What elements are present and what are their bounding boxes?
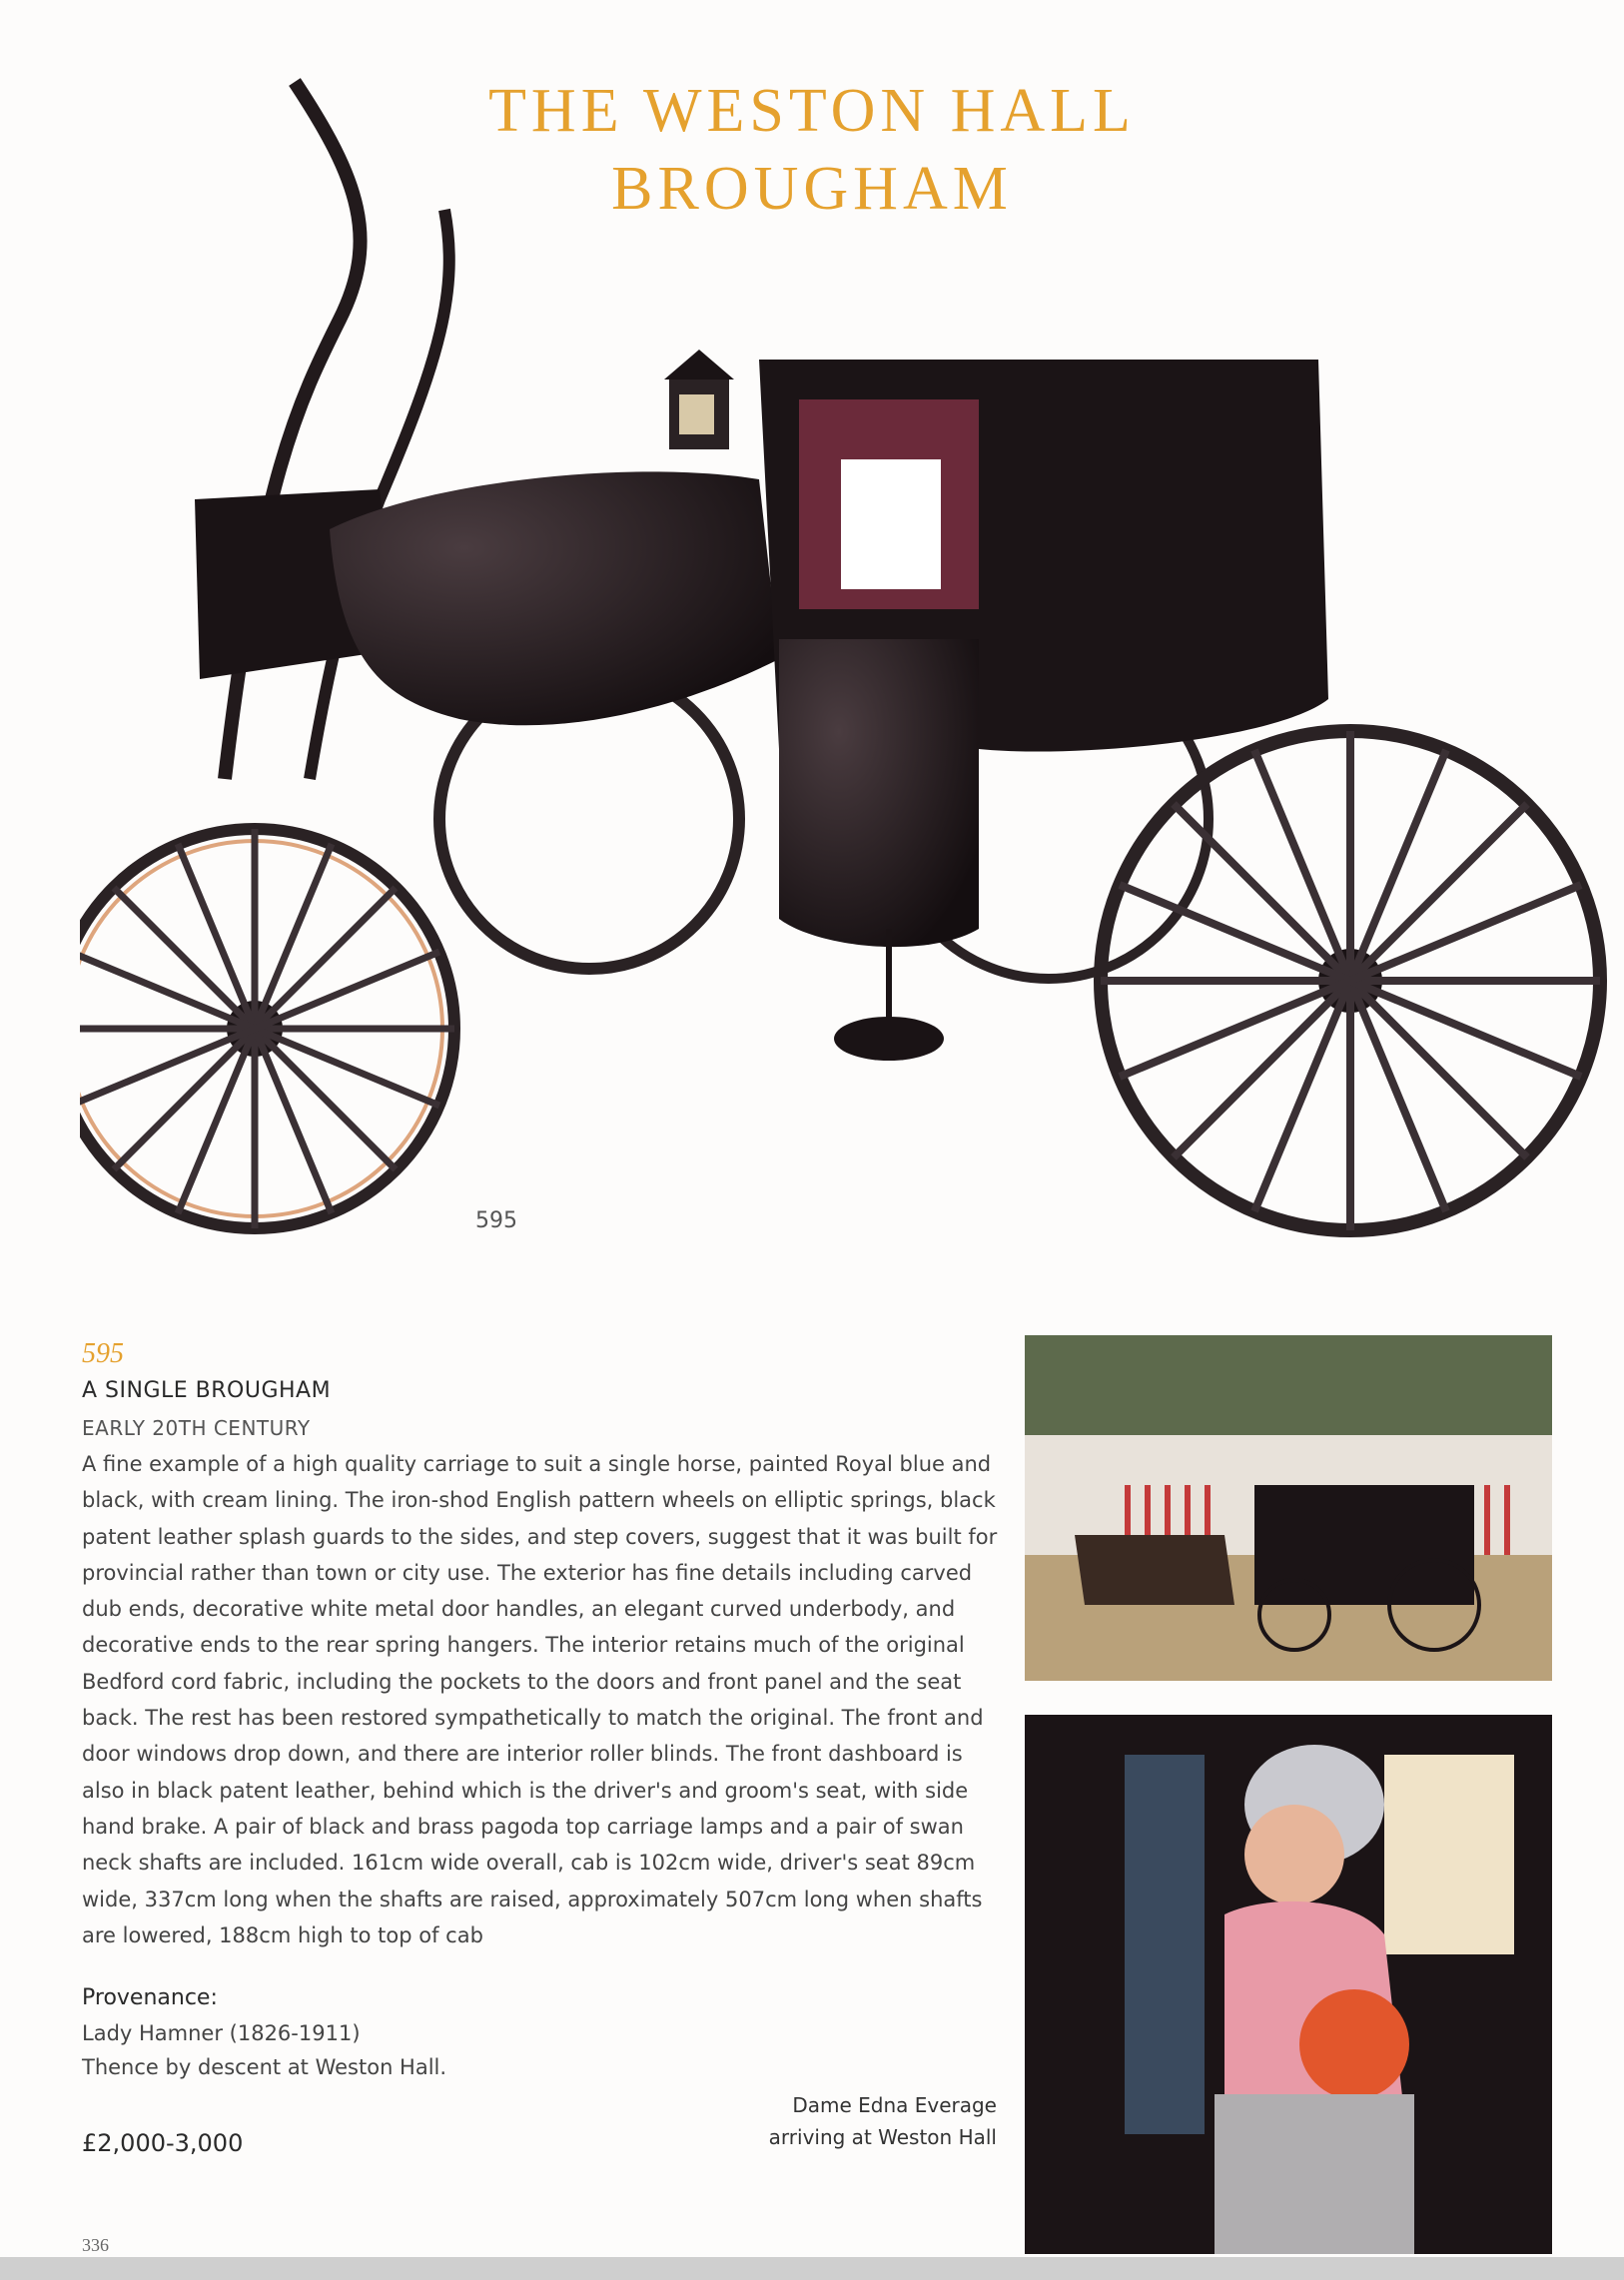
carriage-lamp	[664, 350, 734, 449]
provenance-line: Lady Hamner (1826-1911)	[82, 2021, 361, 2045]
parade-photo	[1025, 1335, 1552, 1681]
lot-title: A SINGLE BROUGHAM	[82, 1378, 332, 1403]
estimate: £2,000-3,000	[82, 2129, 244, 2157]
dame-edna-photo	[1025, 1715, 1552, 2254]
title-line-1: THE WESTON HALL	[488, 77, 1136, 145]
carriage-step	[834, 1017, 944, 1061]
provenance-line: Thence by descent at Weston Hall.	[82, 2055, 447, 2079]
cab-door	[779, 639, 979, 947]
caption-line-2: arriving at Weston Hall	[768, 2125, 997, 2149]
page-number: 336	[82, 2235, 109, 2255]
lot-number: 595	[82, 1338, 124, 1369]
front-wheel	[80, 829, 454, 1228]
page-bottom-edge	[0, 2257, 1624, 2280]
lot-date: EARLY 20TH CENTURY	[82, 1416, 311, 1440]
caption-line-1: Dame Edna Everage	[792, 2093, 997, 2117]
provenance-heading: Provenance:	[82, 1985, 218, 2010]
cab-window	[841, 459, 941, 589]
shaft-left	[225, 82, 361, 779]
driver-seat-body	[330, 471, 779, 725]
rear-wheel	[1101, 731, 1600, 1230]
figure-lot-label: 595	[475, 1208, 517, 1233]
carriage-photo	[80, 60, 1624, 1238]
lot-description: A fine example of a high quality carriage to suit a single horse, painted Royal blue and black, with cream lining. The iron-shod English pattern wheels on elliptic springs, black patent leather splash guards to the sides, and step covers, suggest that it was built for provincial rather than town or city use. The exterior has fine details including carved dub ends, decorative white metal door handles, an elegant curved underbody, and decorative ends to the rear spring hangers. The interior retains much of the original Bedford cord fabric, including the pockets to the doors and front panel and the seat back. The rest has been restored sympathetically to match the original. The front and door windows drop down, and there are interior roller blinds. The front dashboard is also in black patent leather, behind which is the driver's and groom's seat, with side hand brake. A pair of black and brass pagoda top carriage lamps and a pair of swan neck shafts are included. 161cm wide overall, cab is 102cm wide, driver's seat 89cm wide, 337cm long when the shafts are raised, approximately 507cm long when shafts are lowered, 188cm high to top of cab	[82, 1452, 998, 1947]
title-line-2: BROUGHAM	[611, 155, 1013, 223]
